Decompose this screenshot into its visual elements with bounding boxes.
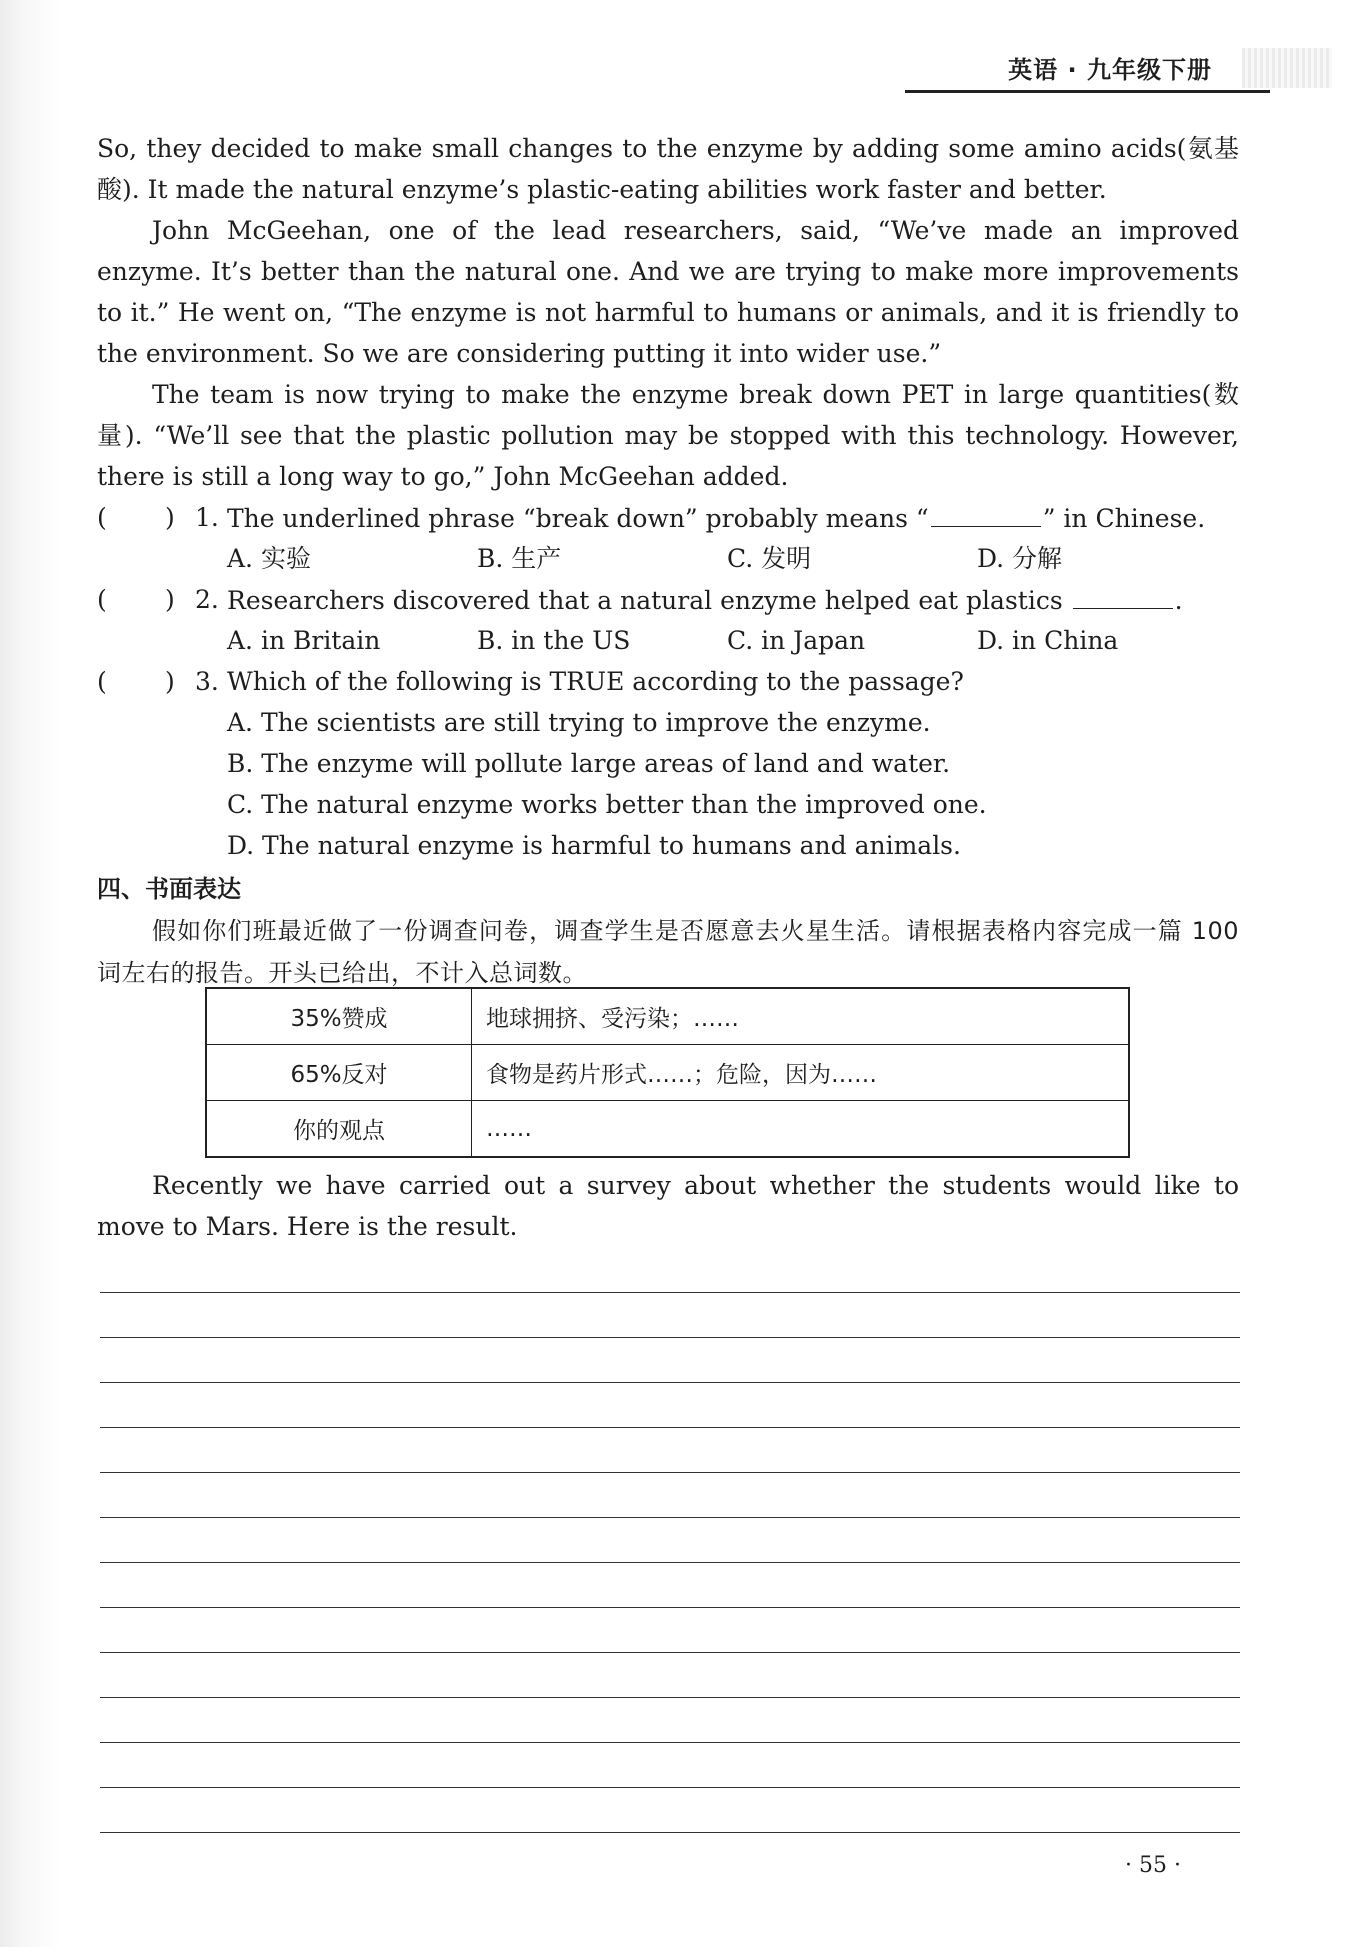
table-cell-label: 65%反对 bbox=[207, 1045, 472, 1100]
option-d-text: D. The natural enzyme is harmful to humans and animals. bbox=[227, 831, 961, 860]
header-rule bbox=[905, 90, 1270, 93]
writing-line[interactable] bbox=[100, 1383, 1240, 1428]
question-text: Which of the following is TRUE according to the passage? bbox=[227, 667, 964, 696]
reading-passage bbox=[97, 128, 1239, 994]
writing-instruction: 假如你们班最近做了一份调查问卷，调查学生是否愿意去火星生活。请根据表格内容完成一篇 100 词左右的报告。开头已给出，不计入总词数。 bbox=[97, 917, 1239, 987]
answer-paren-left: ( bbox=[97, 503, 107, 532]
answer-paren-left: ( bbox=[97, 585, 107, 614]
section-heading-writing: 四、书面表达 bbox=[97, 875, 241, 903]
question-text-before: Researchers discovered that a natural enzyme helped eat plastics bbox=[227, 586, 1063, 615]
writing-line[interactable] bbox=[100, 1293, 1240, 1338]
scan-edge-shading bbox=[0, 0, 60, 1947]
question-text-after: ” in Chinese. bbox=[1042, 504, 1206, 533]
option-c: C. in Japan bbox=[727, 626, 866, 655]
table-row bbox=[207, 989, 1128, 1045]
question-number: 1. bbox=[195, 503, 219, 532]
option-b bbox=[97, 743, 1239, 784]
writing-line[interactable] bbox=[100, 1698, 1240, 1743]
writing-line[interactable] bbox=[100, 1743, 1240, 1788]
answer-blank[interactable] bbox=[1073, 579, 1173, 609]
question-2 bbox=[97, 579, 1239, 620]
answer-blank[interactable] bbox=[931, 497, 1041, 527]
option-d bbox=[97, 825, 1239, 866]
option-a: A. in Britain bbox=[227, 626, 381, 655]
passage-paragraph-3: The team is now trying to make the enzyme break down PET in large quantities(数量). “We’ll see that the plastic pollution may be stopped with this technology. However, there is still a long way to go,” John McGeehan added. bbox=[97, 380, 1239, 491]
option-a bbox=[97, 702, 1239, 743]
question-2-options bbox=[97, 620, 1239, 661]
writing-line[interactable] bbox=[100, 1788, 1240, 1833]
option-c bbox=[97, 784, 1239, 825]
table-cell-label: 你的观点 bbox=[207, 1101, 472, 1156]
answer-paren-right: ) bbox=[165, 585, 175, 614]
passage-paragraph-1: So, they decided to make small changes to the enzyme by adding some amino acids(氨基酸). It made the natural enzyme’s plastic-eating abilities work faster and better. bbox=[97, 134, 1239, 204]
table-cell-content: …… bbox=[486, 1115, 532, 1142]
writing-line[interactable] bbox=[100, 1338, 1240, 1383]
question-number: 2. bbox=[195, 585, 219, 614]
option-a-text: A. The scientists are still trying to improve the enzyme. bbox=[227, 708, 931, 737]
answer-paren-right: ) bbox=[165, 503, 175, 532]
survey-table bbox=[205, 987, 1130, 1158]
writing-line[interactable] bbox=[100, 1653, 1240, 1698]
option-a: A. 实验 bbox=[227, 544, 311, 573]
option-c: C. 发明 bbox=[727, 544, 812, 573]
page-number: · 55 · bbox=[1125, 1853, 1181, 1878]
table-cell-content: 地球拥挤、受污染；…… bbox=[486, 1006, 739, 1032]
question-text-before: The underlined phrase “break down” probably means “ bbox=[227, 504, 929, 533]
answer-writing-lines[interactable] bbox=[100, 1248, 1240, 1833]
table-row bbox=[207, 1101, 1128, 1156]
question-text bbox=[227, 497, 1205, 539]
answer-paren-left: ( bbox=[97, 667, 107, 696]
option-b-text: B. The enzyme will pollute large areas of land and water. bbox=[227, 749, 951, 778]
table-cell-content: 食物是药片形式……；危险，因为…… bbox=[486, 1062, 877, 1088]
question-1 bbox=[97, 497, 1239, 538]
header-decoration bbox=[1242, 48, 1332, 88]
question-text-after: . bbox=[1174, 586, 1183, 615]
option-d: D. 分解 bbox=[977, 544, 1063, 573]
writing-line[interactable] bbox=[100, 1248, 1240, 1293]
writing-line[interactable] bbox=[100, 1473, 1240, 1518]
page-header-title: 英语 · 九年级下册 bbox=[1008, 56, 1212, 84]
question-text bbox=[227, 579, 1183, 621]
writing-line[interactable] bbox=[100, 1518, 1240, 1563]
table-row bbox=[207, 1045, 1128, 1101]
writing-line[interactable] bbox=[100, 1563, 1240, 1608]
answer-paren-right: ) bbox=[165, 667, 175, 696]
option-c-text: C. The natural enzyme works better than the improved one. bbox=[227, 790, 987, 819]
option-b: B. 生产 bbox=[477, 544, 562, 573]
writing-opening bbox=[97, 1165, 1239, 1247]
writing-line[interactable] bbox=[100, 1428, 1240, 1473]
passage-paragraph-2: John McGeehan, one of the lead researchers, said, “We’ve made an improved enzyme. It’s better than the natural one. And we are trying to make more improvements to it.” He went on, “The enzyme is not harmful to humans or animals, and it is friendly to the environment. So we are considering putting it into wider use.” bbox=[97, 216, 1239, 368]
option-b: B. in the US bbox=[477, 626, 631, 655]
writing-line[interactable] bbox=[100, 1608, 1240, 1653]
question-1-options bbox=[97, 538, 1239, 579]
question-3 bbox=[97, 661, 1239, 702]
question-number: 3. bbox=[195, 667, 219, 696]
table-cell-label: 35%赞成 bbox=[207, 989, 472, 1044]
writing-opening-text: Recently we have carried out a survey about whether the students would like to move to Mars. Here is the result. bbox=[97, 1171, 1239, 1241]
option-d: D. in China bbox=[977, 626, 1119, 655]
